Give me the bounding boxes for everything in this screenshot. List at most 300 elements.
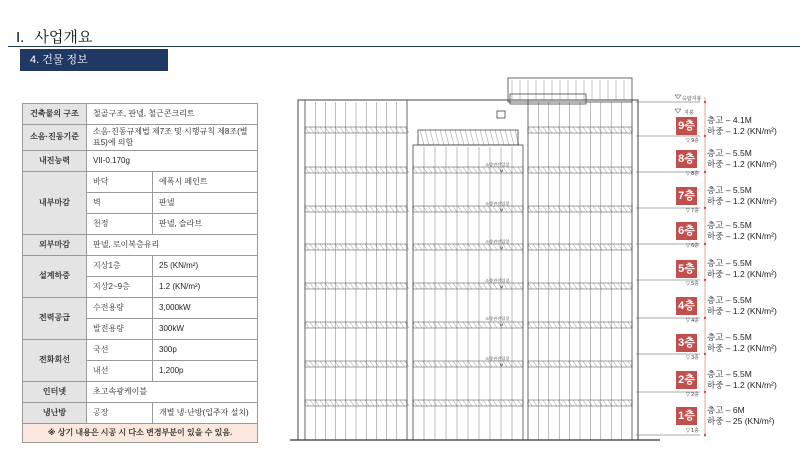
- slab-hatch: [618, 206, 622, 212]
- slab-hatch: [390, 283, 394, 289]
- roof-hatch: [445, 130, 449, 145]
- slab-hatch: [330, 167, 334, 173]
- slab-hatch: [340, 283, 344, 289]
- slab-hatch: [428, 361, 432, 367]
- slab-hatch: [528, 322, 532, 328]
- slab-hatch: [593, 127, 597, 133]
- slab-hatch: [563, 283, 567, 289]
- slab-hatch: [453, 244, 457, 250]
- slab-hatch: [593, 361, 597, 367]
- slab-hatch: [483, 400, 487, 406]
- level-marker: [675, 95, 681, 99]
- slab-hatch: [483, 283, 487, 289]
- slab-hatch: [503, 206, 507, 212]
- slab-hatch: [538, 322, 542, 328]
- slab-hatch: [370, 322, 374, 328]
- slab-hatch: [448, 283, 452, 289]
- slab-hatch: [390, 206, 394, 212]
- slab-hatch: [325, 400, 329, 406]
- slab-hatch: [503, 361, 507, 367]
- slab-hatch: [593, 400, 597, 406]
- slab-hatch: [438, 283, 442, 289]
- slab-hatch: [513, 400, 517, 406]
- slab-hatch: [345, 167, 349, 173]
- slab-hatch: [493, 322, 497, 328]
- roof-hatch: [465, 130, 469, 145]
- slab-hatch: [390, 400, 394, 406]
- row-value: 판넬, 슬라브: [153, 214, 258, 235]
- slab-hatch: [473, 283, 477, 289]
- slab-hatch: [305, 283, 309, 289]
- slab-hatch: [558, 322, 562, 328]
- slab-hatch: [598, 127, 602, 133]
- slab-hatch: [608, 283, 612, 289]
- slab-hatch: [508, 283, 512, 289]
- slab-hatch: [340, 167, 344, 173]
- level-label: ▽ 2층: [686, 392, 699, 398]
- slab-hatch: [468, 206, 472, 212]
- slab-hatch: [360, 283, 364, 289]
- slab-hatch: [483, 206, 487, 212]
- slab-hatch: [325, 127, 329, 133]
- slab-hatch: [385, 361, 389, 367]
- floor-badge: 2층: [676, 371, 697, 389]
- slab-hatch: [538, 167, 542, 173]
- slab-hatch: [538, 283, 542, 289]
- firefighter-entry-marker: M: [500, 284, 504, 289]
- slab-hatch: [355, 127, 359, 133]
- slab-hatch: [400, 322, 404, 328]
- slab-hatch: [380, 127, 384, 133]
- slab-hatch: [623, 206, 627, 212]
- slab-hatch: [533, 127, 537, 133]
- slab-hatch: [573, 361, 577, 367]
- level-label: ▽ 5층: [686, 281, 699, 287]
- floor-entry: [673, 220, 798, 250]
- slab-hatch: [355, 361, 359, 367]
- slab-hatch: [623, 361, 627, 367]
- row-label: 냉난방: [23, 403, 87, 424]
- slab-hatch: [310, 167, 314, 173]
- title-text: 사업개요: [34, 29, 93, 46]
- slab-hatch: [513, 361, 517, 367]
- slab-hatch: [423, 244, 427, 250]
- slab-hatch: [598, 167, 602, 173]
- slab-hatch: [320, 206, 324, 212]
- slab-hatch: [345, 361, 349, 367]
- roof-hatch: [455, 130, 459, 145]
- slab-hatch: [330, 322, 334, 328]
- slab-hatch: [305, 244, 309, 250]
- slab-hatch: [345, 283, 349, 289]
- slab-hatch: [618, 244, 622, 250]
- floor-entry: [673, 258, 798, 288]
- row-label: 내부마감: [23, 172, 87, 235]
- row-label: 소음·진동기준: [23, 125, 87, 151]
- slab-hatch: [370, 244, 374, 250]
- slab-hatch: [413, 244, 417, 250]
- slab-hatch: [563, 127, 567, 133]
- slab-hatch: [593, 283, 597, 289]
- slab-hatch: [573, 127, 577, 133]
- slab-hatch: [375, 244, 379, 250]
- level-label: ▽ 3층: [686, 355, 699, 361]
- slab-hatch: [588, 361, 592, 367]
- slab-hatch: [573, 167, 577, 173]
- slab-hatch: [463, 283, 467, 289]
- slab-hatch: [548, 127, 552, 133]
- slab-hatch: [315, 167, 319, 173]
- slab-hatch: [613, 400, 617, 406]
- slab-hatch: [583, 206, 587, 212]
- slab-hatch: [558, 283, 562, 289]
- roof-hatch: [425, 130, 429, 145]
- rooftop-vent: [497, 111, 505, 118]
- slab-hatch: [588, 127, 592, 133]
- slab-hatch: [453, 167, 457, 173]
- roof-hatch: [450, 130, 454, 145]
- slab-hatch: [583, 283, 587, 289]
- slab-hatch: [478, 400, 482, 406]
- slab-hatch: [553, 361, 557, 367]
- slab-hatch: [400, 167, 404, 173]
- slab-hatch: [458, 206, 462, 212]
- slab-hatch: [538, 400, 542, 406]
- slab-hatch: [573, 322, 577, 328]
- slab-hatch: [350, 400, 354, 406]
- roof-hatch: [480, 130, 484, 145]
- slab-hatch: [443, 206, 447, 212]
- slab-hatch: [508, 244, 512, 250]
- slab-hatch: [613, 283, 617, 289]
- row-sub-label: 국선: [87, 340, 153, 361]
- row-value: 1.2 (KN/m²): [153, 277, 258, 298]
- slab-hatch: [548, 361, 552, 367]
- slab-hatch: [340, 400, 344, 406]
- row-label: 인터넷: [23, 382, 87, 403]
- slab-hatch: [558, 206, 562, 212]
- slab-hatch: [365, 244, 369, 250]
- slab-hatch: [463, 400, 467, 406]
- slab-hatch: [443, 244, 447, 250]
- slab-hatch: [528, 283, 532, 289]
- slab-hatch: [418, 322, 422, 328]
- slab-hatch: [493, 244, 497, 250]
- slab-hatch: [483, 244, 487, 250]
- slab-hatch: [380, 361, 384, 367]
- slab-hatch: [533, 400, 537, 406]
- slab-hatch: [628, 206, 632, 212]
- slab-hatch: [573, 206, 577, 212]
- level-label: ▽ 6층: [686, 243, 699, 249]
- slab-hatch: [443, 167, 447, 173]
- slab-hatch: [603, 244, 607, 250]
- slab-hatch: [468, 244, 472, 250]
- slab-hatch: [345, 400, 349, 406]
- slab-hatch: [623, 400, 627, 406]
- slab-hatch: [320, 283, 324, 289]
- floor-spec: [707, 258, 777, 280]
- slab-hatch: [543, 127, 547, 133]
- slab-hatch: [340, 206, 344, 212]
- slab-hatch: [438, 244, 442, 250]
- slab-hatch: [528, 167, 532, 173]
- slab-hatch: [518, 400, 522, 406]
- slab-hatch: [350, 283, 354, 289]
- slab-hatch: [508, 361, 512, 367]
- floor-entry: [673, 295, 798, 325]
- slab-hatch: [413, 322, 417, 328]
- slab-hatch: [310, 361, 314, 367]
- slab-hatch: [478, 206, 482, 212]
- slab-hatch: [305, 400, 309, 406]
- slab-hatch: [418, 361, 422, 367]
- row-label: 내진능력: [23, 151, 87, 172]
- floor-load: 하중 – 1.2 (KN/m²): [707, 126, 777, 136]
- slab-hatch: [593, 322, 597, 328]
- slab-hatch: [468, 167, 472, 173]
- firefighter-entry-marker: M: [500, 245, 504, 250]
- slab-hatch: [493, 283, 497, 289]
- slab-hatch: [345, 206, 349, 212]
- floor-load: 하중 – 1.2 (KN/m²): [707, 306, 777, 316]
- slab-hatch: [593, 206, 597, 212]
- slab-hatch: [453, 400, 457, 406]
- slab-hatch: [608, 206, 612, 212]
- floor-spec: [707, 295, 777, 317]
- slab-hatch: [375, 361, 379, 367]
- row-value: 개별 냉·난방(입주자 설치): [153, 403, 258, 424]
- slab-hatch: [563, 167, 567, 173]
- slab-hatch: [603, 400, 607, 406]
- row-sub-label: 지상2~9층: [87, 277, 153, 298]
- slab-hatch: [503, 322, 507, 328]
- slab-hatch: [325, 322, 329, 328]
- row-label: 전력공급: [23, 298, 87, 340]
- slab-hatch: [623, 322, 627, 328]
- slab-hatch: [428, 283, 432, 289]
- slab-hatch: [513, 283, 517, 289]
- slab-hatch: [608, 127, 612, 133]
- floor-height: 층고 – 5.5M: [707, 148, 752, 158]
- slab-hatch: [355, 167, 359, 173]
- slab-hatch: [400, 206, 404, 212]
- slab-hatch: [613, 206, 617, 212]
- rooftop-structure: [510, 94, 586, 104]
- slab-hatch: [375, 127, 379, 133]
- row-value: 초고속광케이블: [87, 382, 258, 403]
- slab-hatch: [473, 244, 477, 250]
- slab-hatch: [375, 283, 379, 289]
- slab-hatch: [428, 400, 432, 406]
- slab-hatch: [513, 167, 517, 173]
- slab-hatch: [613, 361, 617, 367]
- slab-hatch: [395, 361, 399, 367]
- slab-hatch: [533, 322, 537, 328]
- floor-load: 하중 – 1.2 (KN/m²): [707, 196, 777, 206]
- slab-hatch: [473, 400, 477, 406]
- slab-hatch: [320, 361, 324, 367]
- slab-hatch: [330, 206, 334, 212]
- slab-hatch: [543, 283, 547, 289]
- slab-hatch: [423, 283, 427, 289]
- slab-hatch: [385, 127, 389, 133]
- slab-hatch: [548, 322, 552, 328]
- slab-hatch: [603, 127, 607, 133]
- row-sub-label: 천정: [87, 214, 153, 235]
- slab-hatch: [315, 244, 319, 250]
- slab-hatch: [573, 400, 577, 406]
- slab-hatch: [423, 400, 427, 406]
- floor-spec: [707, 405, 774, 427]
- slab-hatch: [613, 244, 617, 250]
- slab-hatch: [325, 283, 329, 289]
- slab-hatch: [588, 322, 592, 328]
- slab-hatch: [543, 167, 547, 173]
- slab-hatch: [325, 361, 329, 367]
- slab-hatch: [360, 361, 364, 367]
- slab-hatch: [355, 244, 359, 250]
- slab-hatch: [583, 127, 587, 133]
- slab-hatch: [385, 167, 389, 173]
- slab-hatch: [463, 206, 467, 212]
- slab-hatch: [453, 206, 457, 212]
- slab-hatch: [563, 361, 567, 367]
- slab-hatch: [528, 206, 532, 212]
- slab-hatch: [330, 127, 334, 133]
- slab-hatch: [360, 400, 364, 406]
- row-sub-label: 발전용량: [87, 319, 153, 340]
- slab-hatch: [453, 361, 457, 367]
- floor-height: 층고 – 5.5M: [707, 220, 752, 230]
- slab-hatch: [463, 322, 467, 328]
- slab-hatch: [423, 167, 427, 173]
- slab-hatch: [400, 400, 404, 406]
- slab-hatch: [310, 206, 314, 212]
- row-value: 300kW: [153, 319, 258, 340]
- floor-entry: [673, 148, 798, 178]
- slab-hatch: [413, 283, 417, 289]
- slab-hatch: [618, 322, 622, 328]
- level-label: ▽ 8층: [686, 171, 699, 177]
- slab-hatch: [310, 400, 314, 406]
- slab-hatch: [618, 127, 622, 133]
- slab-hatch: [315, 322, 319, 328]
- slab-hatch: [438, 322, 442, 328]
- slab-hatch: [448, 361, 452, 367]
- slab-hatch: [538, 244, 542, 250]
- slab-hatch: [443, 283, 447, 289]
- slab-hatch: [588, 167, 592, 173]
- slab-hatch: [568, 322, 572, 328]
- slab-hatch: [538, 127, 542, 133]
- floor-entry: [673, 185, 798, 215]
- floor-badge: 6층: [676, 222, 697, 240]
- slab-hatch: [458, 167, 462, 173]
- firefighter-entry-label: 소방관진입창: [485, 278, 510, 283]
- slab-hatch: [538, 206, 542, 212]
- row-sub-label: 벽: [87, 193, 153, 214]
- slab-hatch: [355, 322, 359, 328]
- slab-hatch: [360, 322, 364, 328]
- slab-hatch: [325, 244, 329, 250]
- slab-hatch: [628, 361, 632, 367]
- slab-hatch: [310, 283, 314, 289]
- floor-height: 층고 – 5.5M: [707, 185, 752, 195]
- slab-hatch: [603, 167, 607, 173]
- slab-hatch: [438, 361, 442, 367]
- floor-badge: 1층: [676, 407, 697, 425]
- slab-hatch: [400, 283, 404, 289]
- slab-hatch: [623, 244, 627, 250]
- slab-hatch: [558, 244, 562, 250]
- slab-hatch: [548, 244, 552, 250]
- slab-hatch: [603, 283, 607, 289]
- slab-hatch: [385, 400, 389, 406]
- slab-hatch: [558, 167, 562, 173]
- slab-hatch: [508, 400, 512, 406]
- row-label: 설계하중: [23, 256, 87, 298]
- row-sub-label: 바닥: [87, 172, 153, 193]
- slab-hatch: [608, 244, 612, 250]
- level-label: ▽ 1층: [686, 428, 699, 434]
- slab-hatch: [390, 167, 394, 173]
- floor-load: 하중 – 1.2 (KN/m²): [707, 269, 777, 279]
- slab-hatch: [448, 322, 452, 328]
- slab-hatch: [365, 127, 369, 133]
- slab-hatch: [330, 361, 334, 367]
- floor-entry: [673, 115, 798, 145]
- slab-hatch: [538, 361, 542, 367]
- level-label: ▽ 4층: [686, 318, 699, 324]
- slab-hatch: [395, 206, 399, 212]
- slab-hatch: [365, 283, 369, 289]
- slab-hatch: [413, 206, 417, 212]
- slab-hatch: [588, 244, 592, 250]
- slab-hatch: [370, 167, 374, 173]
- slab-hatch: [395, 244, 399, 250]
- roof-hatch: [505, 130, 509, 145]
- slab-hatch: [533, 167, 537, 173]
- slab-hatch: [423, 361, 427, 367]
- slab-hatch: [618, 283, 622, 289]
- firefighter-entry-label: 소방관진입창: [485, 162, 510, 167]
- row-value: 소음·진동규제법 제7조 및 시행규칙 제8조(별표5)에 의함: [87, 125, 258, 151]
- floor-badge: 4층: [676, 297, 697, 315]
- slab-hatch: [518, 244, 522, 250]
- slab-hatch: [428, 244, 432, 250]
- slab-hatch: [553, 283, 557, 289]
- slab-hatch: [443, 361, 447, 367]
- slab-hatch: [438, 400, 442, 406]
- firefighter-entry-marker: M: [500, 168, 504, 173]
- slab-hatch: [310, 244, 314, 250]
- slab-hatch: [608, 167, 612, 173]
- roof-hatch: [490, 130, 494, 145]
- slab-hatch: [618, 361, 622, 367]
- slab-hatch: [573, 244, 577, 250]
- slab-hatch: [418, 244, 422, 250]
- slab-hatch: [583, 244, 587, 250]
- slab-hatch: [628, 244, 632, 250]
- slab-hatch: [305, 361, 309, 367]
- slab-hatch: [428, 322, 432, 328]
- slab-hatch: [370, 361, 374, 367]
- slab-hatch: [543, 322, 547, 328]
- slab-hatch: [628, 400, 632, 406]
- floor-entry: [673, 332, 798, 362]
- slab-hatch: [588, 206, 592, 212]
